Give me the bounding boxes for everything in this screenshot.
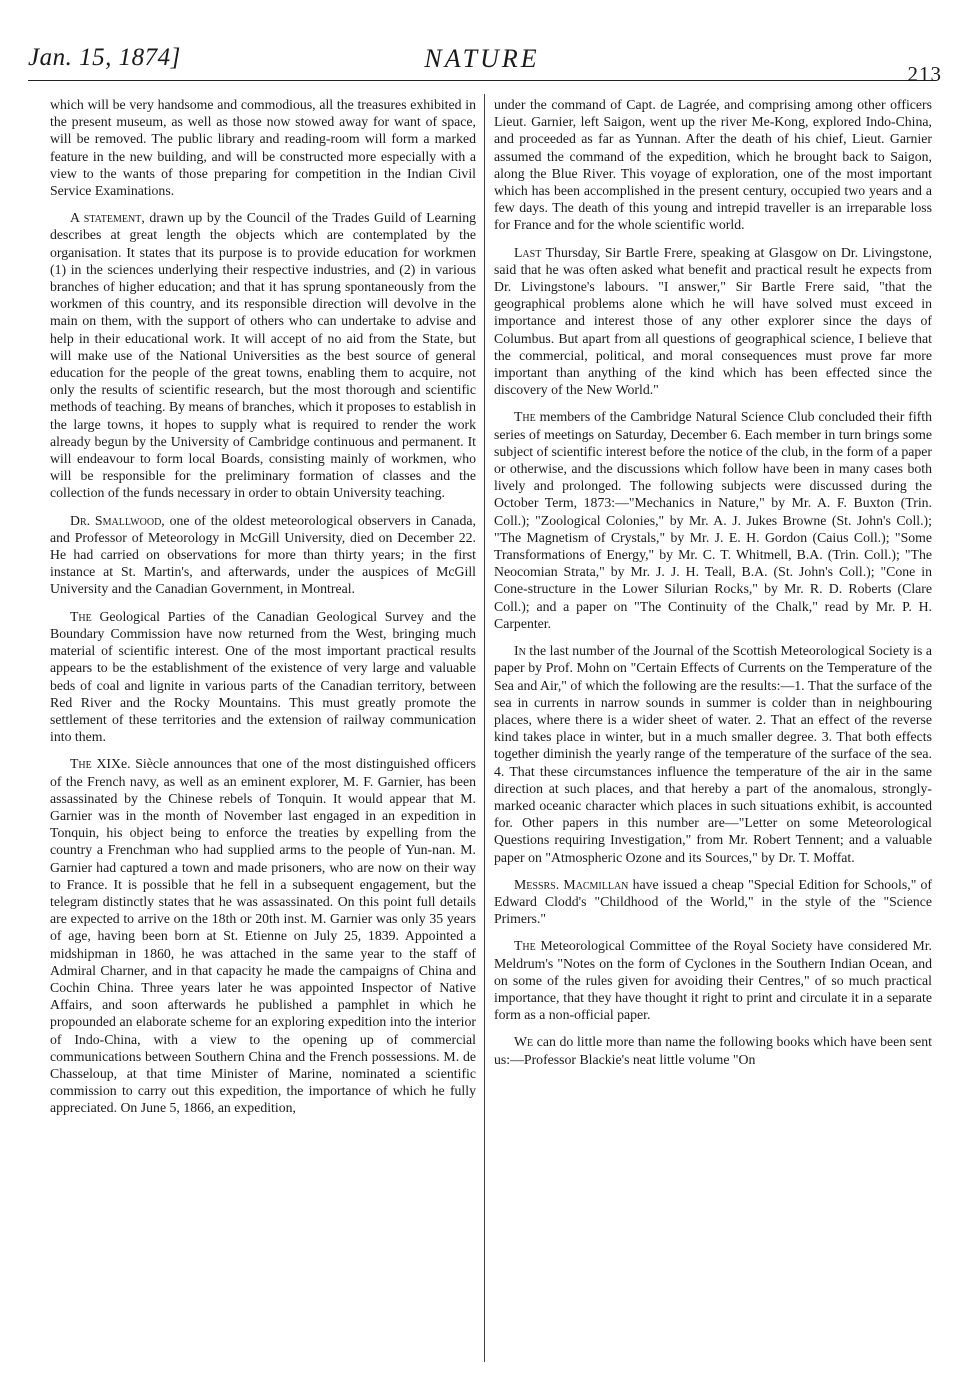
paragraph [494, 642, 932, 866]
paragraph [50, 96, 476, 199]
paragraph [494, 96, 932, 234]
paragraph-lead: Dr. Smallwood, [70, 512, 165, 528]
header-date: Jan. 15, 1874] [28, 44, 181, 71]
page-header [28, 44, 942, 86]
paragraph-lead: A statement, [70, 210, 145, 226]
paragraph-lead: The [70, 608, 92, 624]
paragraph [494, 876, 932, 928]
paragraph-text: Geological Parties of the Canadian Geological Survey and the Boundary Commission have now returned from the West, bringing much material of scientific interest. One of the most important practical results appears to be the establishment of the existence of very large and valuable beds of coal and lignite in various parts of the Canadian territory, between Red River and the Rocky Mountains. This must greatly promote the settlement of these territories and the extension of railway communication into them. [50, 608, 476, 745]
paragraph [50, 512, 476, 598]
journal-title: NATURE [424, 44, 540, 73]
paragraph [494, 937, 932, 1023]
paragraph-lead: The [514, 409, 536, 425]
paragraph-text: Meteorological Committee of the Royal Society have considered Mr. Meldrum's "Notes on the form of Cyclones in the Southern Indian Ocean, and on some of the rules given for avoiding their Centres," of so much practical importance, that they have thought it right to print and circulate it in a separate form as a non-official paper. [494, 938, 932, 1023]
left-column [50, 96, 476, 1366]
paragraph [494, 408, 932, 632]
paragraph-text: one of the oldest meteorological observers in Canada, and Professor of Meteorology in McGill University, died on December 22. He had carried on observations for more than thirty years; in the first instance at St. Martin's, and afterwards, under the auspices of McGill University and the Canadian Government, in Montreal. [50, 512, 476, 597]
right-column [494, 96, 932, 1366]
paragraph-lead: We [514, 1034, 534, 1050]
paragraph-text: members of the Cambridge Natural Science Club concluded their fifth series of meetings on Saturday, December 6. Each member in turn brings some subject of scientific interest before the notice of the club, in the form of a paper or otherwise, and the discussions which follow have been in many cases both lively and prolonged. The following subjects were discussed during the October Term, 1873:—"Mechanics in Nature," by Mr. A. F. Buxton (Trin. Coll.); "Zoological Colonies," by Mr. A. J. Jukes Browne (St. John's Coll.); "The Magnetism of Crystals," by Mr. J. E. H. Gordon (Caius Coll.); "Some Transformations of Energy," by Mr. C. T. Whitmell, B.A. (Trin. Coll.); "The Neocomian Strata," by Mr. J. J. H. Teall, B.A. (St. John's Coll.); "Cone in Cone-structure in the Lower Silurian Rocks," by Mr. R. D. Roberts (Clare Coll.); and a paper on "The Continuity of the Chalk," read by Mr. P. H. Carpenter. [494, 409, 932, 631]
page-number: 213 [907, 62, 942, 86]
paragraph-text: which will be very handsome and commodious, all the treasures exhibited in the present museum, as well as those now stowed away for want of space, will be removed. The public library and reading-room will form a marked feature in the new building, and will be constructed more especially with a view to the wants of those preparing for competition in the Indian Civil Service Examinations. [50, 97, 476, 199]
paragraph-lead: Messrs. Macmillan [514, 876, 629, 892]
paragraph-text: under the command of Capt. de Lagrée, and comprising among other officers Lieut. Garnier, left Saigon, went up the river Me-Kong, explored Indo-China, and proceeded as far as Yunnan. After the death of his chief, Lieut. Garnier assumed the command of the expedition, which he brought back to Saigon, along the Blue River. This voyage of exploration, one of the most important which has been accomplished in the present century, occupied two years and a few days. The death of this young and intrepid traveller is an irreparable loss for France and for the whole scientific world. [494, 97, 932, 233]
paragraph-text: have issued a cheap "Special Edition for Schools," of Edward Clodd's "Childhood of the World," in the style of the "Science Primers." [494, 876, 932, 927]
paragraph-lead: Last [514, 244, 542, 260]
column-divider [484, 94, 485, 1362]
paragraph-lead: The [514, 938, 536, 954]
paragraph [494, 1033, 932, 1067]
paragraph [50, 608, 476, 746]
paragraph-text: drawn up by the Council of the Trades Guild of Learning describes at great length the objects which are contemplated by the organisation. It states that its purpose is to provide education for workmen (1) in the sciences underlying their respective industries, and (2) in various branches of higher education; and that it has sprung spontaneously from the workmen of this country, and its responsible direction will devolve in the main on them, with the support of others who can undertake to advise and help in their educational work. It will accept of no aid from the State, but will make use of the National Universities as the best source of general education for the people of the great towns, enabling them to acquire, not only the results of scientific research, but the most thorough and scientific methods of teaching. By means of branches, which it proposes to establish in the large towns, it hopes to supply what is required to render the work already begun by the University of Cambridge continuous and permanent. It will endeavour to form local Boards, consisting mainly of workmen, who will be responsible for the preliminary formation of classes and the collection of the funds necessary in order to obtain University teaching. [50, 210, 476, 501]
paragraph-text: the last number of the Journal of the Scottish Meteorological Society is a paper by Prof. Mohn on "Certain Effects of Currents on the Temperature of the Sea and Air," of which the following are the results:—1. That the surface of the sea in currents in narrow sounds in summer is colder than in neighbouring places, where there is a wider sheet of water. 2. That an effect of the reverse kind takes place in winter, but in a much smaller degree. 3. That both effects together diminish the yearly range of the temperature of the surface of the sea. 4. That these circumstances influence the temperature of the air in the same direction at such places, and that hereby a part of the anomalous, strongly-marked oceanic character which places in such situations exhibit, is accounted for. Other papers in this number are—"Letter on some Meteorological Questions requiring Investigation," from Mr. Robert Tennent; and a valuable paper on "Atmospheric Ozone and its Sources," by Dr. T. Moffat. [494, 643, 932, 865]
paragraph-text: Thursday, Sir Bartle Frere, speaking at Glasgow on Dr. Livingstone, said that he was often asked what benefit and practical result he expects from Dr. Livingstone's labours. "I answer," Sir Bartle Frere said, "that the geographical problems alone which he will have solved must exceed in importance and interest those of any other explorer since the days of Columbus. But apart from all questions of geographical science, I believe that the commercial, political, and moral consequences must prove far more important than anything of the kind which has been effected since the discovery of the New World." [494, 244, 932, 398]
paragraph [50, 209, 476, 501]
paragraph-text: XIXe. Siècle announces that one of the most distinguished officers of the French navy, as well as an eminent explorer, M. F. Garnier, has been assassinated by the Chinese rebels of Tonquin. It would appear that M. Garnier was in the month of November last engaged in an expedition in Tonquin, his object being to enforce the treaties by expelling from the country a Frenchman who had supplied arms to the people of Yun-nan. M. Garnier had captured a town and made prisoners, who are now on their way to France. It is possible that he fell in a subsequent engagement, but the telegram distinctly states that he was assassinated. On this point full details are expected to arrive on the 18th or 20th inst. M. Garnier was only 35 years of age, having been born at St. Etienne on July 25, 1839. Appointed a midshipman in 1860, he was attached in the same year to the staff of Admiral Charner, and in that capacity he made the campaigns of China and Cochin China. Three years later he was appointed Inspector of Native Affairs, and soon afterwards he published a pamphlet in which he propounded an elaborate scheme for an exploring expedition into the interior of Indo-China, with a view to the opening up of commercial communications between Southern China and the French possessions. M. de Chasseloup, at that time Minister of Marine, nominated a scientific commission to carry out this expedition, the importance of which he fully appreciated. On June 5, 1866, an expedition, [50, 756, 476, 1116]
paragraph-lead: In [514, 643, 526, 659]
paragraph-text: can do little more than name the following books which have been sent us:—Professor Blackie's neat little volume "On [494, 1034, 932, 1067]
paragraph [50, 755, 476, 1116]
paragraph-lead: The [70, 756, 92, 772]
paragraph [494, 244, 932, 399]
